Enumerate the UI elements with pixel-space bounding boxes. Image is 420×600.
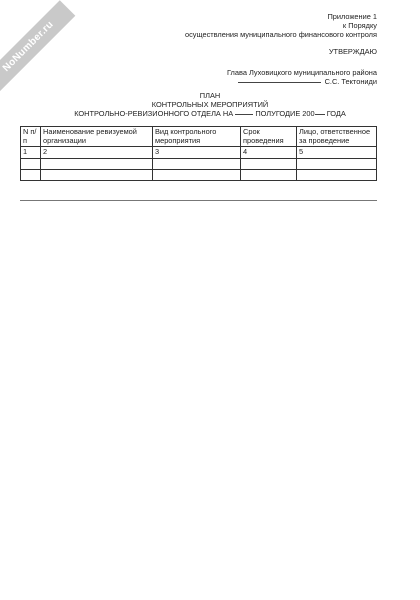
document-title xyxy=(0,91,420,118)
column-number-1: 1 xyxy=(21,147,41,159)
title-line-3 xyxy=(0,109,420,118)
table-cell xyxy=(21,169,41,180)
header-number: N п/п xyxy=(21,127,41,147)
header-responsible: Лицо, ответственное за проведение xyxy=(297,127,377,147)
title-line-1: ПЛАН xyxy=(199,91,221,100)
column-number-4: 4 xyxy=(241,147,297,159)
table-cell xyxy=(41,169,153,180)
attachment-note xyxy=(185,12,377,39)
table-cell xyxy=(153,169,241,180)
watermark: NoNumber.ru xyxy=(0,0,75,93)
header-event-type: Вид контрольного мероприятия xyxy=(153,127,241,147)
signature-line xyxy=(238,77,377,86)
attachment-line-2: к Порядку xyxy=(342,21,377,31)
half-year-blank xyxy=(235,114,253,115)
attachment-line-3: осуществления муниципального финансового контроля xyxy=(184,30,377,40)
table-cell xyxy=(297,158,377,169)
table-cell xyxy=(241,169,297,180)
header-deadline: Срок проведения xyxy=(241,127,297,147)
title-line-2: КОНТРОЛЬНЫХ МЕРОПРИЯТИЙ xyxy=(151,100,269,110)
table-cell xyxy=(297,169,377,180)
table-header-row xyxy=(21,127,377,147)
plan-table xyxy=(20,126,377,181)
signature-blank xyxy=(238,82,321,83)
year-blank xyxy=(315,114,325,115)
column-number-3: 3 xyxy=(153,147,241,159)
signatory-name: С.С. Тектониди xyxy=(324,77,377,86)
table-row xyxy=(21,169,377,180)
table-cell xyxy=(241,158,297,169)
title-line-3-prefix: КОНТРОЛЬНО-РЕВИЗИОННОГО ОТДЕЛА НА xyxy=(74,109,234,119)
title-line-3-middle: ПОЛУГОДИЕ 200 xyxy=(255,109,315,119)
approve-label: УТВЕРЖДАЮ xyxy=(328,47,377,56)
table-cell xyxy=(21,158,41,169)
bottom-divider xyxy=(20,200,377,201)
table-row xyxy=(21,158,377,169)
table-cell xyxy=(153,158,241,169)
table-number-row xyxy=(21,147,377,159)
title-line-3-suffix: ГОДА xyxy=(326,109,346,119)
head-role: Глава Луховицкого муниципального района xyxy=(226,68,377,77)
attachment-line-1: Приложение 1 xyxy=(327,12,377,21)
table-cell xyxy=(41,158,153,169)
header-organization: Наименование ревизуемой организации xyxy=(41,127,153,147)
column-number-5: 5 xyxy=(297,147,377,159)
column-number-2: 2 xyxy=(41,147,153,159)
